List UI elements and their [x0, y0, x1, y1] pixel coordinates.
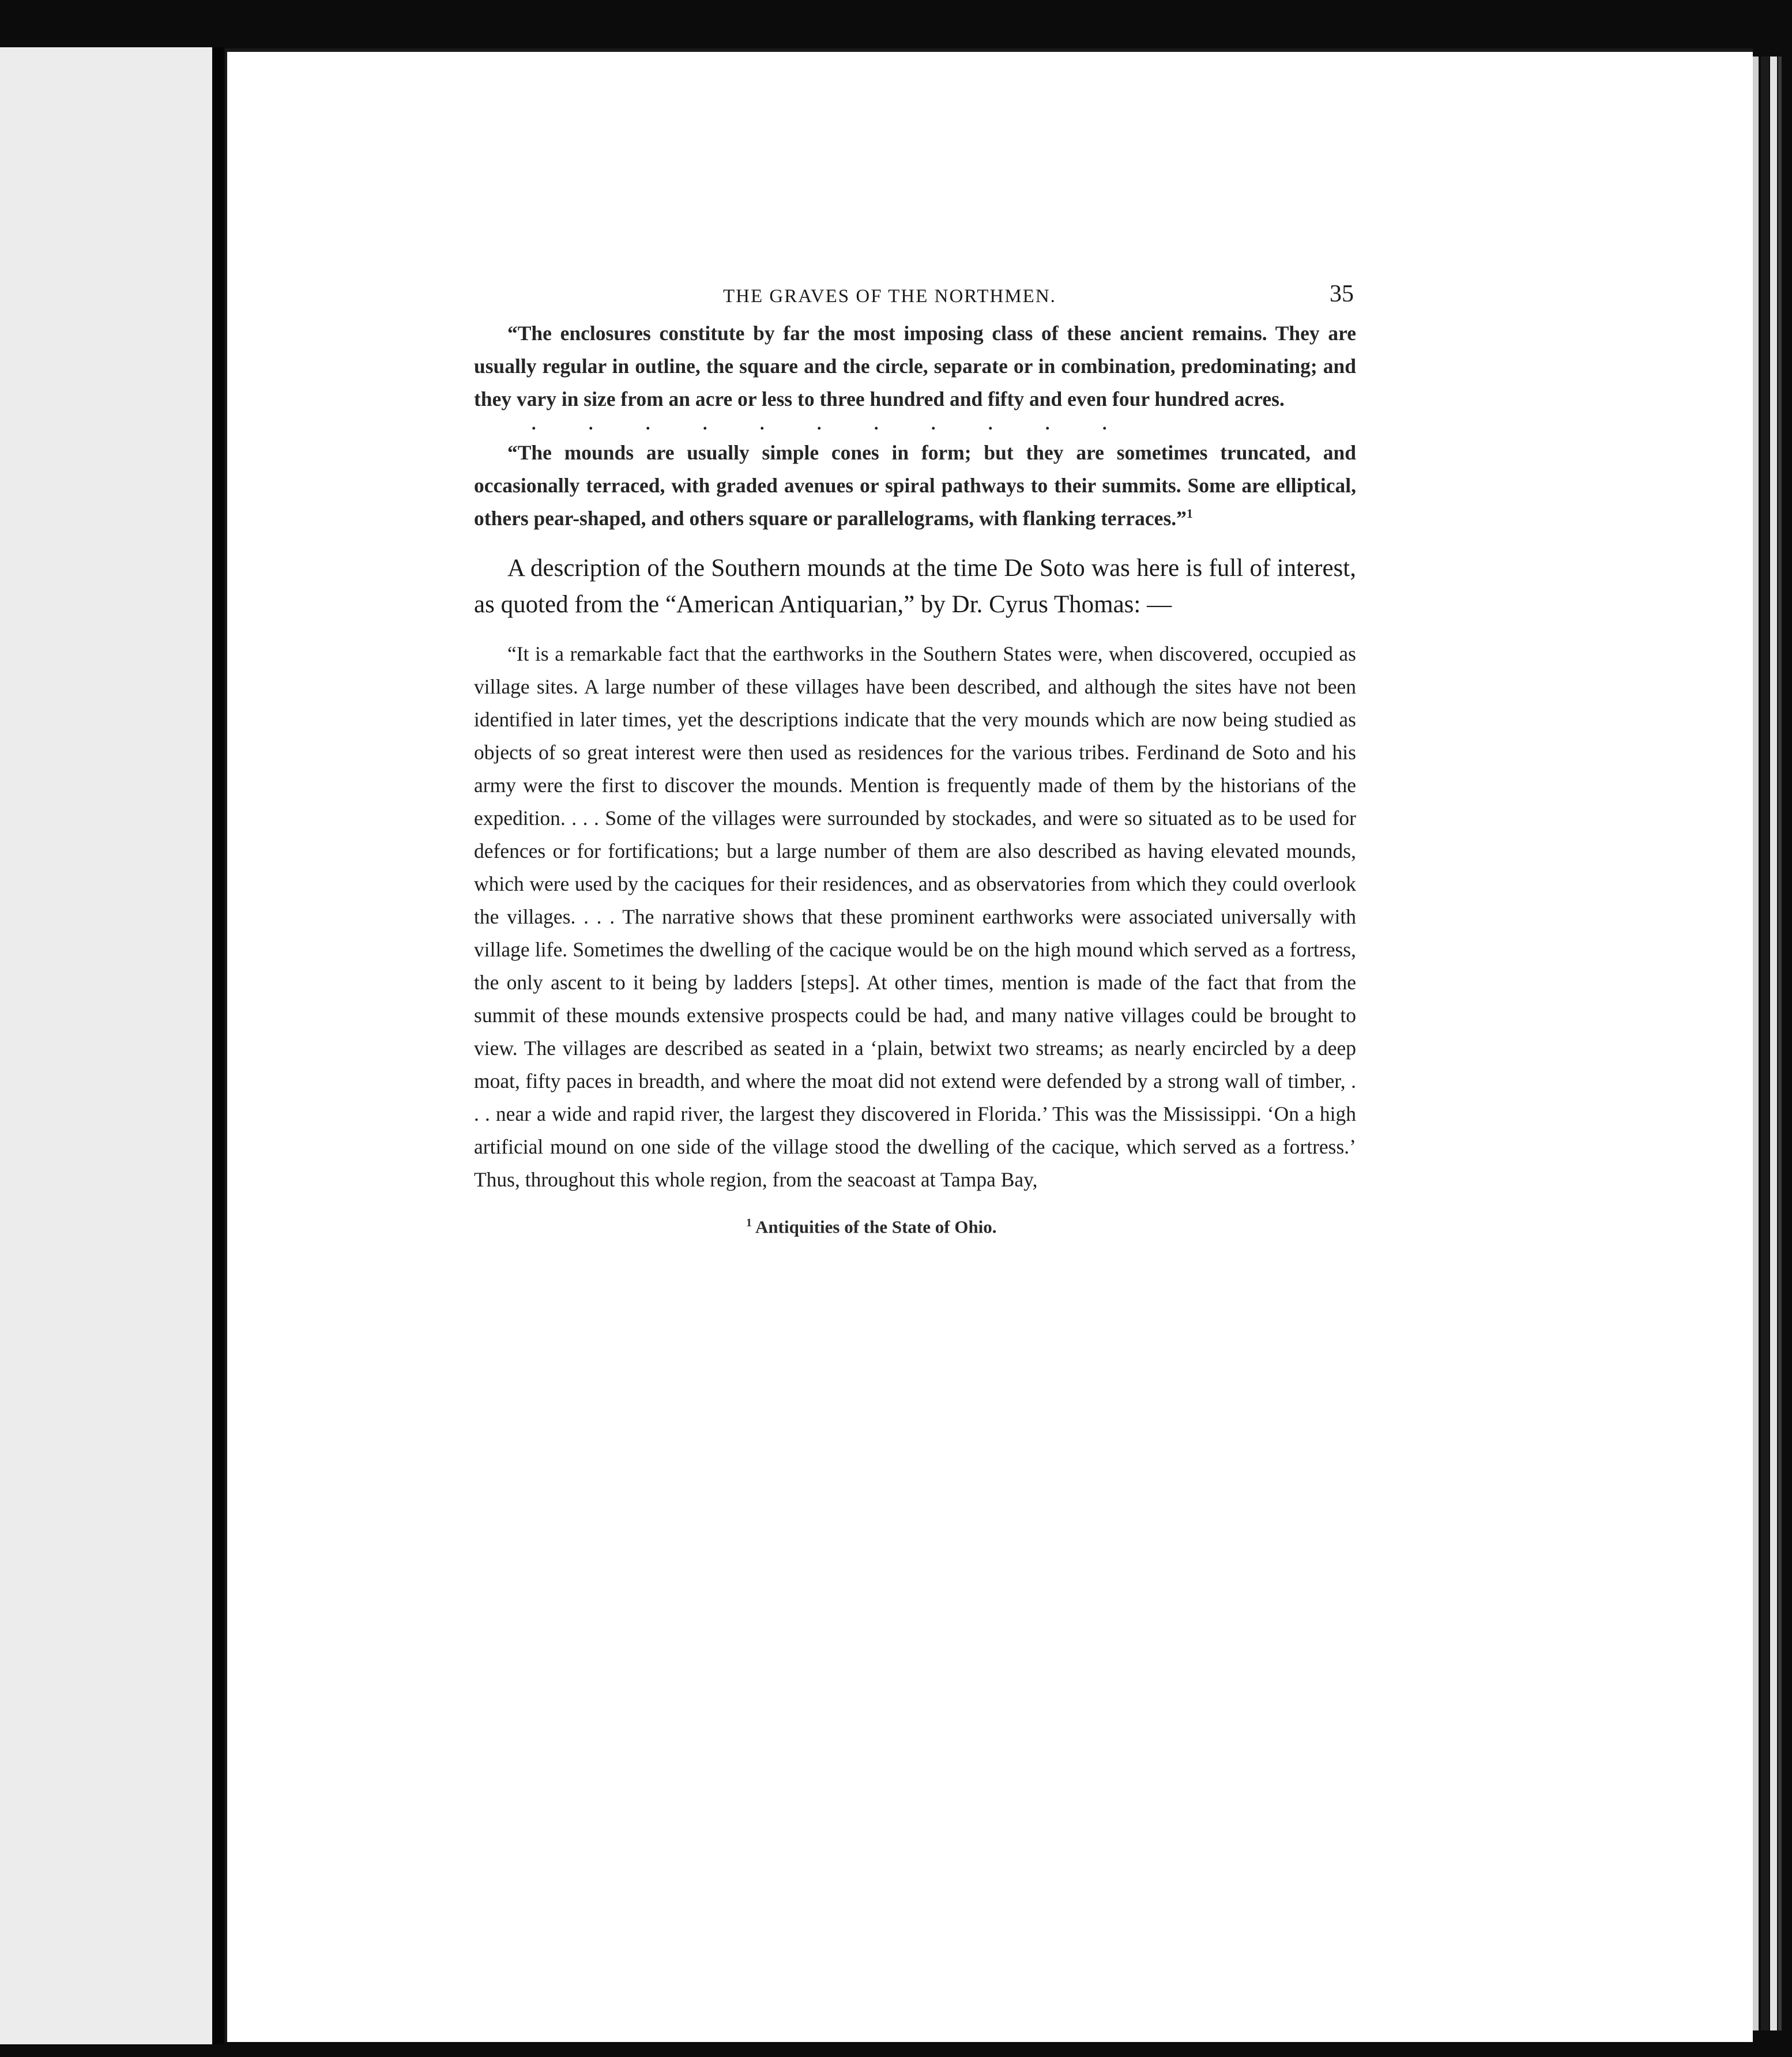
running-head: [474, 282, 1356, 317]
quote-enclosures: “The enclosures constitute by far the most imposing class of these ancient remains. They are usually regular in outline, the square and the circle, separate or in combination, predominating; and they vary in size from an acre or less to three hundred and fifty and even four hundred acres.: [474, 322, 1356, 410]
quote-mounds-text: “The mounds are usually simple cones in form; but they are sometimes truncated, and occasionally terraced, with graded avenues or spiral pathways to their summits. Some are elliptical, others pear-shaped, and others square or parallelograms, with flanking terraces.”: [474, 441, 1356, 530]
intro-paragraph: A description of the Southern mounds at the time De Soto was here is full of interest, as quoted from the “American Antiquarian,” by Dr. Cyrus Thomas: —: [474, 555, 1356, 618]
page-edge-strip: [1770, 56, 1777, 2030]
book-gutter: [212, 47, 224, 2044]
page-number: 35: [1330, 281, 1354, 307]
footnote-number: 1: [746, 1216, 752, 1229]
page-text-block: [474, 282, 1356, 1240]
footnote-marker: 1: [1186, 506, 1193, 521]
page-edge-strip: [1778, 56, 1782, 2030]
quote-mounds: [474, 436, 1356, 535]
footnote: [474, 1210, 1356, 1240]
quote-southern-mounds: “It is a remarkable fact that the earthworks in the Southern States were, when discovered, occupied as village sites. A large number of these villages have been described, and although the sites have not been identified in later times, yet the descriptions indicate that the very mounds which are now being studied as objects of so great interest were then used as residences for the various tribes. Ferdinand de Soto and his army were the first to discover the mounds. Mention is frequently made of them by the historians of the expedition. . . . Some of the villages were surrounded by stockades, and were so situated as to be used for defences or for fortifications; but a large number of them are also described as having elevated mounds, which were used by the caciques for their residences, and as observatories from which they could overlook the villages. . . . The narrative shows that these prominent earthworks were associated universally with village life. Sometimes the dwelling of the cacique would be on the high mound which served as a fortress, the only ascent to it being by ladders [steps]. At other times, mention is made of the fact that from the summit of these mounds extensive prospects could be had, and many native villages could be brought to view. The villages are described as seated in a ‘plain, betwixt two streams; as nearly encircled by a deep moat, fifty paces in breadth, and where the moat did not extend were defended by a strong wall of timber, . . . near a wide and rapid river, the largest they discovered in Florida.’ This was the Mississippi. ‘On a high artificial mound on one side of the village stood the dwelling of the cacique, which served as a fortress.’ Thus, throughout this whole region, from the seacoast at Tampa Bay,: [474, 642, 1356, 1191]
footnote-text: Antiquities of the State of Ohio.: [755, 1216, 997, 1237]
ellipsis-row: . . . . . . . . . . .: [532, 415, 1113, 434]
page-edge-strip: [1753, 56, 1759, 2030]
running-head-title: THE GRAVES OF THE NORTHMEN.: [723, 286, 1056, 307]
page-edge-strip: [1761, 56, 1769, 2030]
left-page-edge: [0, 47, 212, 2044]
